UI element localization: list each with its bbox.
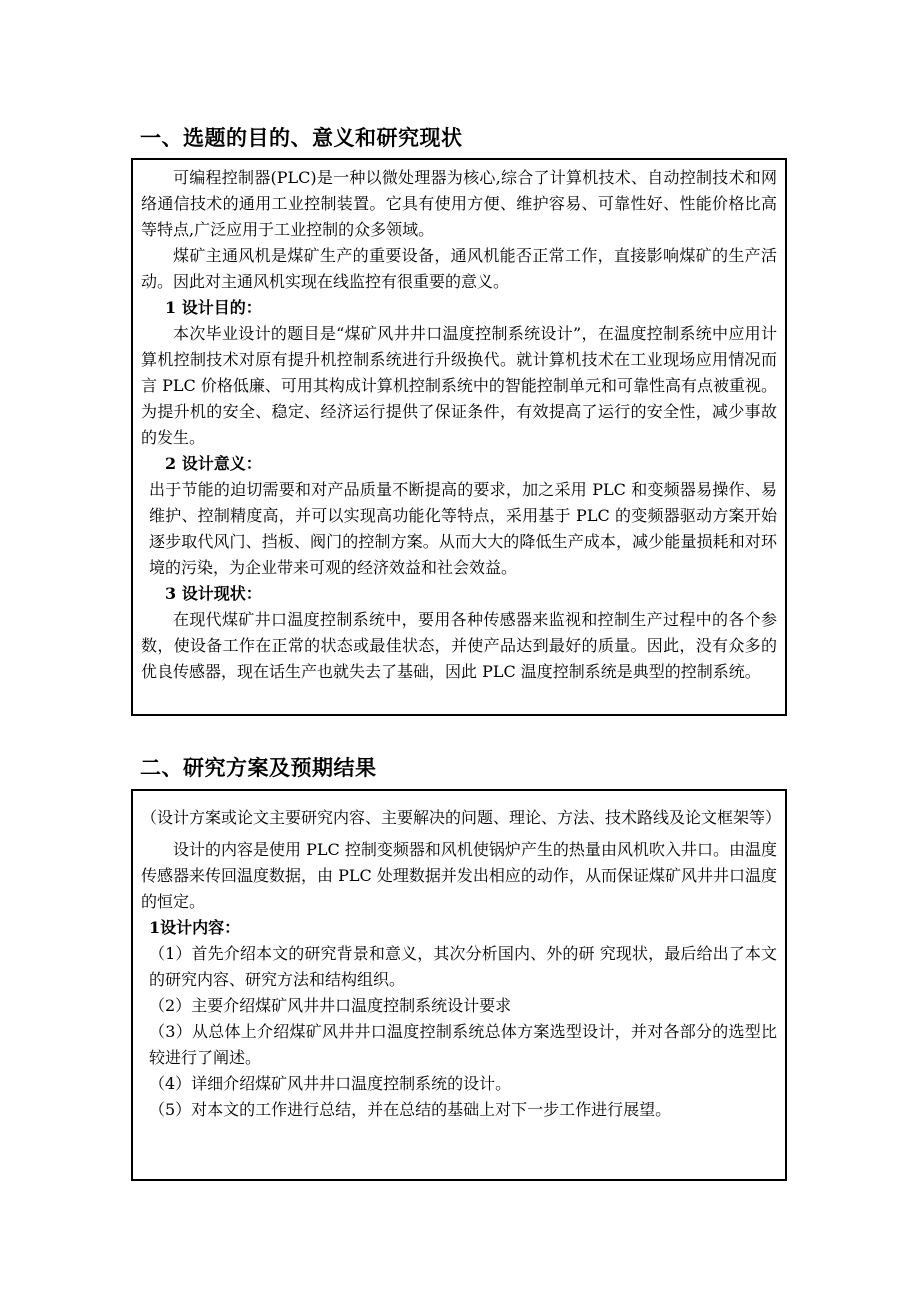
section2-intro: 设计的内容是使用 PLC 控制变频器和风机使锅炉产生的热量由风机吹入井口。由温度传感器来传回温度数据，由 PLC 处理数据并发出相应的动作，从而保证煤矿风井井口温度的恒定。	[141, 840, 777, 911]
section2-heading: 二、研究方案及预期结果	[140, 756, 377, 780]
section1-box	[131, 158, 787, 716]
design-purpose-text: 本次毕业设计的题目是“煤矿风井井口温度控制系统设计”，在温度控制系统中应用计算机控制技术对原有提升机控制系统进行升级换代。就计算机技术在工业现场应用情况而言 PLC 价格低廉、可用其构成计算机控制系统中的智能控制单元和可靠性高有点被重视。为提升机的安全、稳定、经济运行提供了保证条件，有效提高了运行的安全性，减少事故的发生。	[141, 324, 777, 447]
section1-intro-paragraph-2: 煤矿主通风机是煤矿生产的重要设备，通风机能否正常工作，直接影响煤矿的生产活动。因此对主通风机实现在线监控有很重要的意义。	[141, 246, 777, 291]
section1-heading: 一、选题的目的、意义和研究现状	[140, 126, 463, 150]
section1-intro-paragraph-1: 可编程控制器(PLC)是一种以微处理器为核心,综合了计算机技术、自动控制技术和网络通信技术的通用工业控制装置。它具有使用方便、维护容易、可靠性好、性能价格比高等特点,广泛应用于工业控制的众多领域。	[141, 168, 777, 239]
section2-box	[131, 789, 787, 1181]
list-item: （1）首先介绍本文的研究背景和意义，其次分析国内、外的研 究现状，最后给出了本文的研究内容、研究方法和结构组织。	[149, 944, 777, 989]
design-status-title: 3 设计现状：	[165, 584, 262, 603]
list-item: （4）详细介绍煤矿风井井口温度控制系统的设计。	[149, 1074, 512, 1093]
list-item: （2）主要介绍煤矿风井井口温度控制系统设计要求	[149, 996, 512, 1015]
list-item: （3）从总体上介绍煤矿风井井口温度控制系统总体方案选型设计，并对各部分的选型比较进行了阐述。	[149, 1022, 777, 1067]
design-status-text: 在现代煤矿井口温度控制系统中，要用各种传感器来监视和控制生产过程中的各个参数，使设备工作在正常的状态或最佳状态，并使产品达到最好的质量。因此，没有众多的优良传感器，现在话生产也就失去了基础，因此 PLC 温度控制系统是典型的控制系统。	[141, 610, 777, 681]
list-item: （5）对本文的工作进行总结，并在总结的基础上对下一步工作进行展望。	[149, 1100, 672, 1119]
design-content-list	[141, 941, 777, 1123]
section2-note: （设计方案或论文主要研究内容、主要解决的问题、理论、方法、技术路线及论文框架等）	[141, 808, 782, 827]
design-purpose-title: 1 设计目的：	[165, 298, 262, 317]
design-significance-text: 出于节能的迫切需要和对产品质量不断提高的要求，加之采用 PLC 和变频器易操作、易维护、控制精度高，并可以实现高功能化等特点，采用基于 PLC 的变频器驱动方案开始逐步取代风门、挡板、阀门的控制方案。从而大大的降低生产成本，减少能量损耗和对环境的污染，为企业带来可观的经济效益和社会效益。	[149, 480, 777, 577]
design-significance-title: 2 设计意义：	[165, 454, 262, 473]
design-content-title: 1设计内容：	[149, 918, 241, 937]
